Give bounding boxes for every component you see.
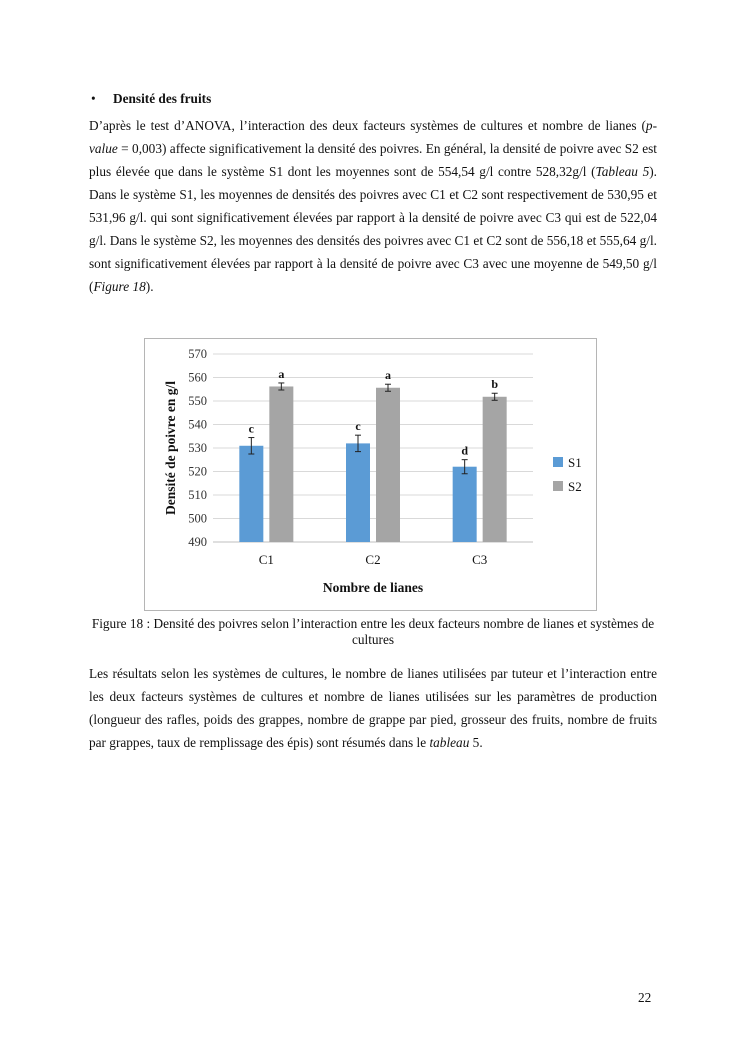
paragraph-production-summary bbox=[89, 662, 657, 754]
density-bar-chart bbox=[145, 339, 596, 610]
x-tick-label: C3 bbox=[472, 552, 488, 567]
legend-swatch-s2 bbox=[553, 481, 563, 491]
y-tick-label: 560 bbox=[188, 370, 207, 385]
y-tick-label: 570 bbox=[188, 347, 207, 361]
significance-letter: c bbox=[355, 419, 361, 434]
y-tick-label: 540 bbox=[188, 417, 207, 432]
text-run: D’après le test d’ANOVA, l’interaction des deux facteurs systèmes de cultures et nombre de lianes ( bbox=[89, 118, 646, 133]
text-run: = 0,003) affecte significativement la densité des poivres. En général, la densité de poivre avec S2 est plus élevée que dans le système S1 dont les moyennes sont de 554,54 g/l contre 528,32g/l ( bbox=[89, 141, 657, 179]
legend-label-s1: S1 bbox=[568, 455, 582, 470]
legend-swatch-s1 bbox=[553, 457, 563, 467]
significance-letter: a bbox=[385, 368, 391, 383]
italic-text-run: Figure 18 bbox=[93, 279, 146, 294]
x-tick-label: C1 bbox=[258, 552, 274, 567]
bar-s2-c1 bbox=[269, 386, 293, 542]
figure-caption: Figure 18 : Densité des poivres selon l’interaction entre les deux facteurs nombre de lianes et systèmes de cultures bbox=[91, 616, 655, 647]
bar-s1-c1 bbox=[239, 446, 263, 542]
y-tick-label: 530 bbox=[188, 441, 207, 455]
significance-letter: b bbox=[491, 377, 499, 392]
bar-s1-c3 bbox=[453, 467, 477, 542]
italic-text-run: Tableau 5 bbox=[595, 164, 650, 179]
y-tick-label: 520 bbox=[188, 464, 207, 479]
significance-letter: d bbox=[461, 443, 469, 458]
bar-s1-c2 bbox=[346, 443, 370, 542]
y-tick-label: 490 bbox=[188, 535, 207, 549]
significance-letter: a bbox=[278, 366, 285, 381]
text-run: Les résultats selon les systèmes de cultures, le nombre de lianes utilisées par tuteur et l’interaction entre les deux facteurs systèmes de cultures et nombre de lianes utilisées sur les paramètres de production (longueur des rafles, poids des grappes, nombre de grappe par pied, grosseur des fruits, nombre de fruits par grappes, taux de remplissage des épis) sont résumés dans le bbox=[89, 666, 657, 750]
significance-letter: c bbox=[248, 421, 254, 436]
density-chart bbox=[144, 338, 597, 611]
x-axis-title: Nombre de lianes bbox=[322, 580, 424, 595]
y-tick-label: 500 bbox=[188, 511, 207, 526]
bullet-marker: • bbox=[91, 91, 96, 106]
section-heading bbox=[91, 91, 212, 107]
y-axis-title: Densité de poivre en g/l bbox=[163, 381, 178, 515]
text-run: 5. bbox=[469, 735, 483, 750]
x-tick-label: C2 bbox=[365, 552, 381, 567]
bar-s2-c2 bbox=[376, 388, 400, 542]
italic-text-run: tableau bbox=[429, 735, 470, 750]
y-tick-label: 510 bbox=[188, 488, 207, 502]
y-tick-label: 550 bbox=[188, 394, 207, 408]
section-heading-text: Densité des fruits bbox=[113, 91, 212, 106]
bar-s2-c3 bbox=[483, 397, 507, 542]
text-run: ). bbox=[145, 279, 154, 294]
text-run: ). Dans le système S1, les moyennes de densités des poivres avec C1 et C2 sont respectivement de 530,95 et 531,96 g/l. qui sont significativement élevées par rapport à la densité de poivre avec C3 qui est de 522,04 g/l. Dans le système S2, les moyennes des densités des poivres avec C1 et C2 sont de 556,18 et 555,64 g/l. sont significativement élevées par rapport à la densité de poivre avec C3 avec une moyenne de 549,50 g/l ( bbox=[89, 164, 657, 294]
paragraph-anova-results bbox=[89, 114, 657, 298]
page-number: 22 bbox=[638, 990, 652, 1005]
italic-text-run: p-value bbox=[89, 118, 657, 156]
legend-label-s2: S2 bbox=[568, 479, 582, 494]
